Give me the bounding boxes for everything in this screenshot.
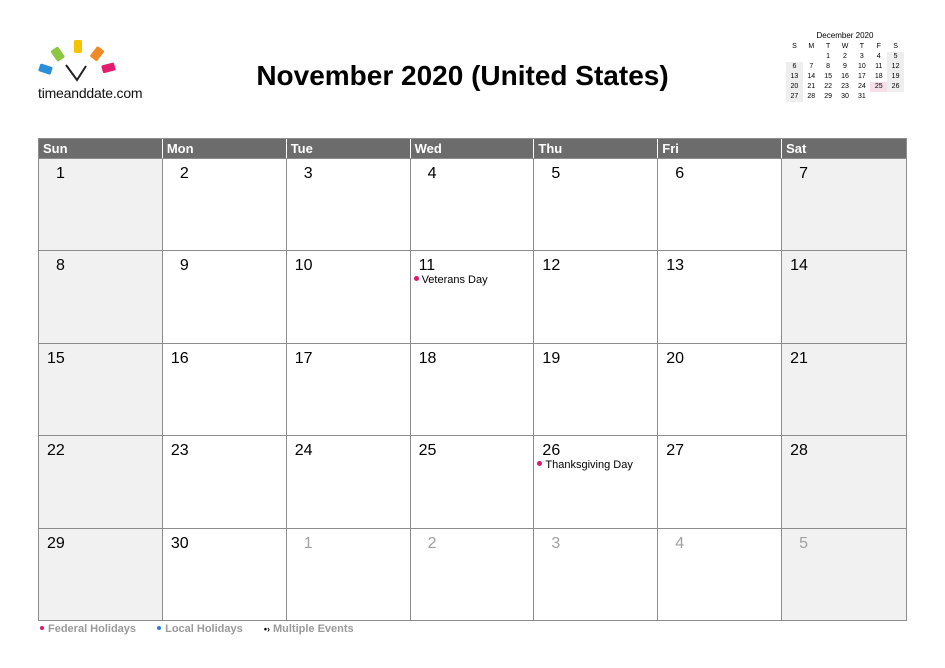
legend-federal: Federal Holidays <box>40 623 136 635</box>
day-number: 4 <box>427 165 437 182</box>
day-number: 18 <box>418 349 437 367</box>
mini-day: 7 <box>809 63 814 70</box>
mini-day: 24 <box>857 83 866 90</box>
day-number: 11 <box>418 257 436 275</box>
day-number: 14 <box>790 257 808 275</box>
day-cell[interactable] <box>163 250 287 342</box>
mini-day: 20 <box>786 82 803 92</box>
page-title: November 2020 (United States) <box>256 60 669 91</box>
weekday-label: Wed <box>411 139 535 158</box>
day-cell[interactable] <box>658 528 782 620</box>
day-cell[interactable] <box>39 435 163 527</box>
federal-dot-icon <box>537 461 542 466</box>
mini-day: 12 <box>887 62 904 72</box>
mini-weekday: S <box>893 43 898 50</box>
weekday-label: Thu <box>534 139 658 158</box>
mini-day: 23 <box>841 83 849 90</box>
calendar-grid <box>39 158 906 620</box>
day-number: 1 <box>303 534 313 552</box>
day-number: 25 <box>418 442 437 460</box>
mini-calendar-grid <box>786 42 904 102</box>
holiday-event <box>537 459 632 471</box>
mini-weekday: M <box>808 43 815 50</box>
day-number: 4 <box>675 534 685 552</box>
day-cell[interactable] <box>782 158 906 250</box>
weekday-label: Tue <box>287 139 411 158</box>
day-cell[interactable] <box>658 343 782 435</box>
day-number: 26 <box>542 442 561 460</box>
day-number: 6 <box>675 165 685 182</box>
day-number: 5 <box>551 165 561 182</box>
mini-weekday: F <box>876 43 881 50</box>
mini-day: 14 <box>807 73 816 80</box>
day-number: 19 <box>542 349 561 367</box>
day-cell[interactable] <box>782 250 906 342</box>
day-cell[interactable] <box>782 343 906 435</box>
mini-day: 6 <box>786 62 803 72</box>
weekday-label: Mon <box>163 139 287 158</box>
day-cell[interactable] <box>163 435 287 527</box>
day-cell[interactable] <box>411 343 535 435</box>
mini-day: 26 <box>887 82 904 92</box>
day-cell[interactable] <box>39 158 163 250</box>
day-cell[interactable] <box>782 528 906 620</box>
day-cell[interactable] <box>534 435 658 527</box>
legend-local: Local Holidays <box>157 623 243 635</box>
day-cell[interactable] <box>658 250 782 342</box>
mini-calendar-title: December 2020 <box>816 31 874 40</box>
mini-day <box>887 92 904 102</box>
day-cell[interactable] <box>658 158 782 250</box>
day-number: 27 <box>666 442 685 460</box>
mini-day: 18 <box>874 73 883 80</box>
mini-day: 22 <box>824 83 833 90</box>
day-number: 3 <box>303 165 313 182</box>
mini-day <box>786 52 803 62</box>
weekday-header <box>39 139 906 158</box>
mini-day: 30 <box>841 93 849 100</box>
mini-day: 29 <box>824 93 833 100</box>
mini-day: 16 <box>841 73 849 80</box>
mini-day: 3 <box>859 53 864 60</box>
day-number: 1 <box>56 165 65 182</box>
mini-calendar <box>786 30 904 102</box>
month-calendar <box>38 138 907 621</box>
logo-text: timeanddate.com <box>38 85 143 101</box>
mini-day: 31 <box>857 93 866 100</box>
mini-day: 19 <box>887 72 904 82</box>
mini-day: 17 <box>857 73 866 80</box>
day-number: 22 <box>47 442 65 460</box>
day-number: 24 <box>294 442 313 460</box>
mini-day: 5 <box>887 52 904 62</box>
day-number: 8 <box>56 257 65 275</box>
day-cell[interactable] <box>163 343 287 435</box>
mini-day: 28 <box>807 93 816 100</box>
multiple-events-icon: •› <box>263 624 270 634</box>
day-cell[interactable] <box>163 158 287 250</box>
day-cell[interactable] <box>287 158 411 250</box>
legend-multiple: •› Multiple Events <box>263 623 354 635</box>
day-number: 21 <box>790 349 808 367</box>
day-number: 12 <box>542 257 561 275</box>
mini-day: 21 <box>807 83 816 90</box>
day-number: 9 <box>179 257 189 275</box>
federal-dot-icon <box>40 626 44 630</box>
day-number: 2 <box>179 165 189 182</box>
mini-day <box>870 92 887 102</box>
legend <box>40 623 372 635</box>
day-cell[interactable] <box>39 528 163 620</box>
day-cell[interactable] <box>411 158 535 250</box>
day-cell[interactable] <box>534 528 658 620</box>
day-number: 13 <box>666 257 685 275</box>
day-cell[interactable] <box>411 435 535 527</box>
day-number: 10 <box>294 257 313 275</box>
day-number: 3 <box>551 534 561 552</box>
mini-day: 8 <box>826 63 831 70</box>
day-number: 15 <box>47 349 65 367</box>
day-cell[interactable] <box>39 250 163 342</box>
mini-weekday: S <box>792 43 797 50</box>
mini-weekday: T <box>859 43 864 50</box>
day-cell[interactable] <box>534 250 658 342</box>
day-cell[interactable] <box>534 158 658 250</box>
mini-day: 11 <box>875 63 883 70</box>
mini-weekday: T <box>825 43 831 50</box>
day-number: 28 <box>790 442 808 460</box>
holiday-label: Veterans Day <box>421 274 488 287</box>
day-cell[interactable] <box>534 343 658 435</box>
day-cell[interactable] <box>411 528 535 620</box>
mini-day: 2 <box>843 53 847 60</box>
mini-weekday: W <box>841 43 849 50</box>
mini-day: 15 <box>824 73 833 80</box>
day-number: 2 <box>427 534 437 552</box>
federal-dot-icon <box>414 276 419 281</box>
day-cell[interactable] <box>782 435 906 527</box>
day-number: 5 <box>799 534 809 552</box>
day-number: 29 <box>47 534 65 552</box>
day-cell[interactable] <box>39 343 163 435</box>
day-cell[interactable] <box>411 250 535 342</box>
mini-day: 13 <box>786 72 803 82</box>
day-cell[interactable] <box>287 528 411 620</box>
local-dot-icon <box>157 626 161 630</box>
mini-day: 25 <box>870 82 887 92</box>
day-number: 16 <box>170 349 189 367</box>
weekday-label: Fri <box>658 139 782 158</box>
holiday-label: Thanksgiving Day <box>545 459 633 472</box>
mini-day: 10 <box>857 63 866 70</box>
day-number: 7 <box>799 165 809 182</box>
mini-day: 27 <box>786 92 803 102</box>
day-cell[interactable] <box>287 343 411 435</box>
weekday-label: Sun <box>39 139 163 158</box>
mini-day: 4 <box>876 53 881 60</box>
day-number: 30 <box>170 534 189 552</box>
holiday-event <box>414 274 488 286</box>
weekday-label: Sat <box>786 141 807 156</box>
mini-day <box>803 52 820 62</box>
day-cell[interactable] <box>287 250 411 342</box>
mini-day: 9 <box>843 63 847 70</box>
day-cell[interactable] <box>163 528 287 620</box>
day-number: 20 <box>666 349 685 367</box>
day-number: 23 <box>170 442 189 460</box>
day-number: 17 <box>294 349 313 367</box>
day-cell[interactable] <box>287 435 411 527</box>
mini-day: 1 <box>826 53 831 60</box>
day-cell[interactable] <box>658 435 782 527</box>
